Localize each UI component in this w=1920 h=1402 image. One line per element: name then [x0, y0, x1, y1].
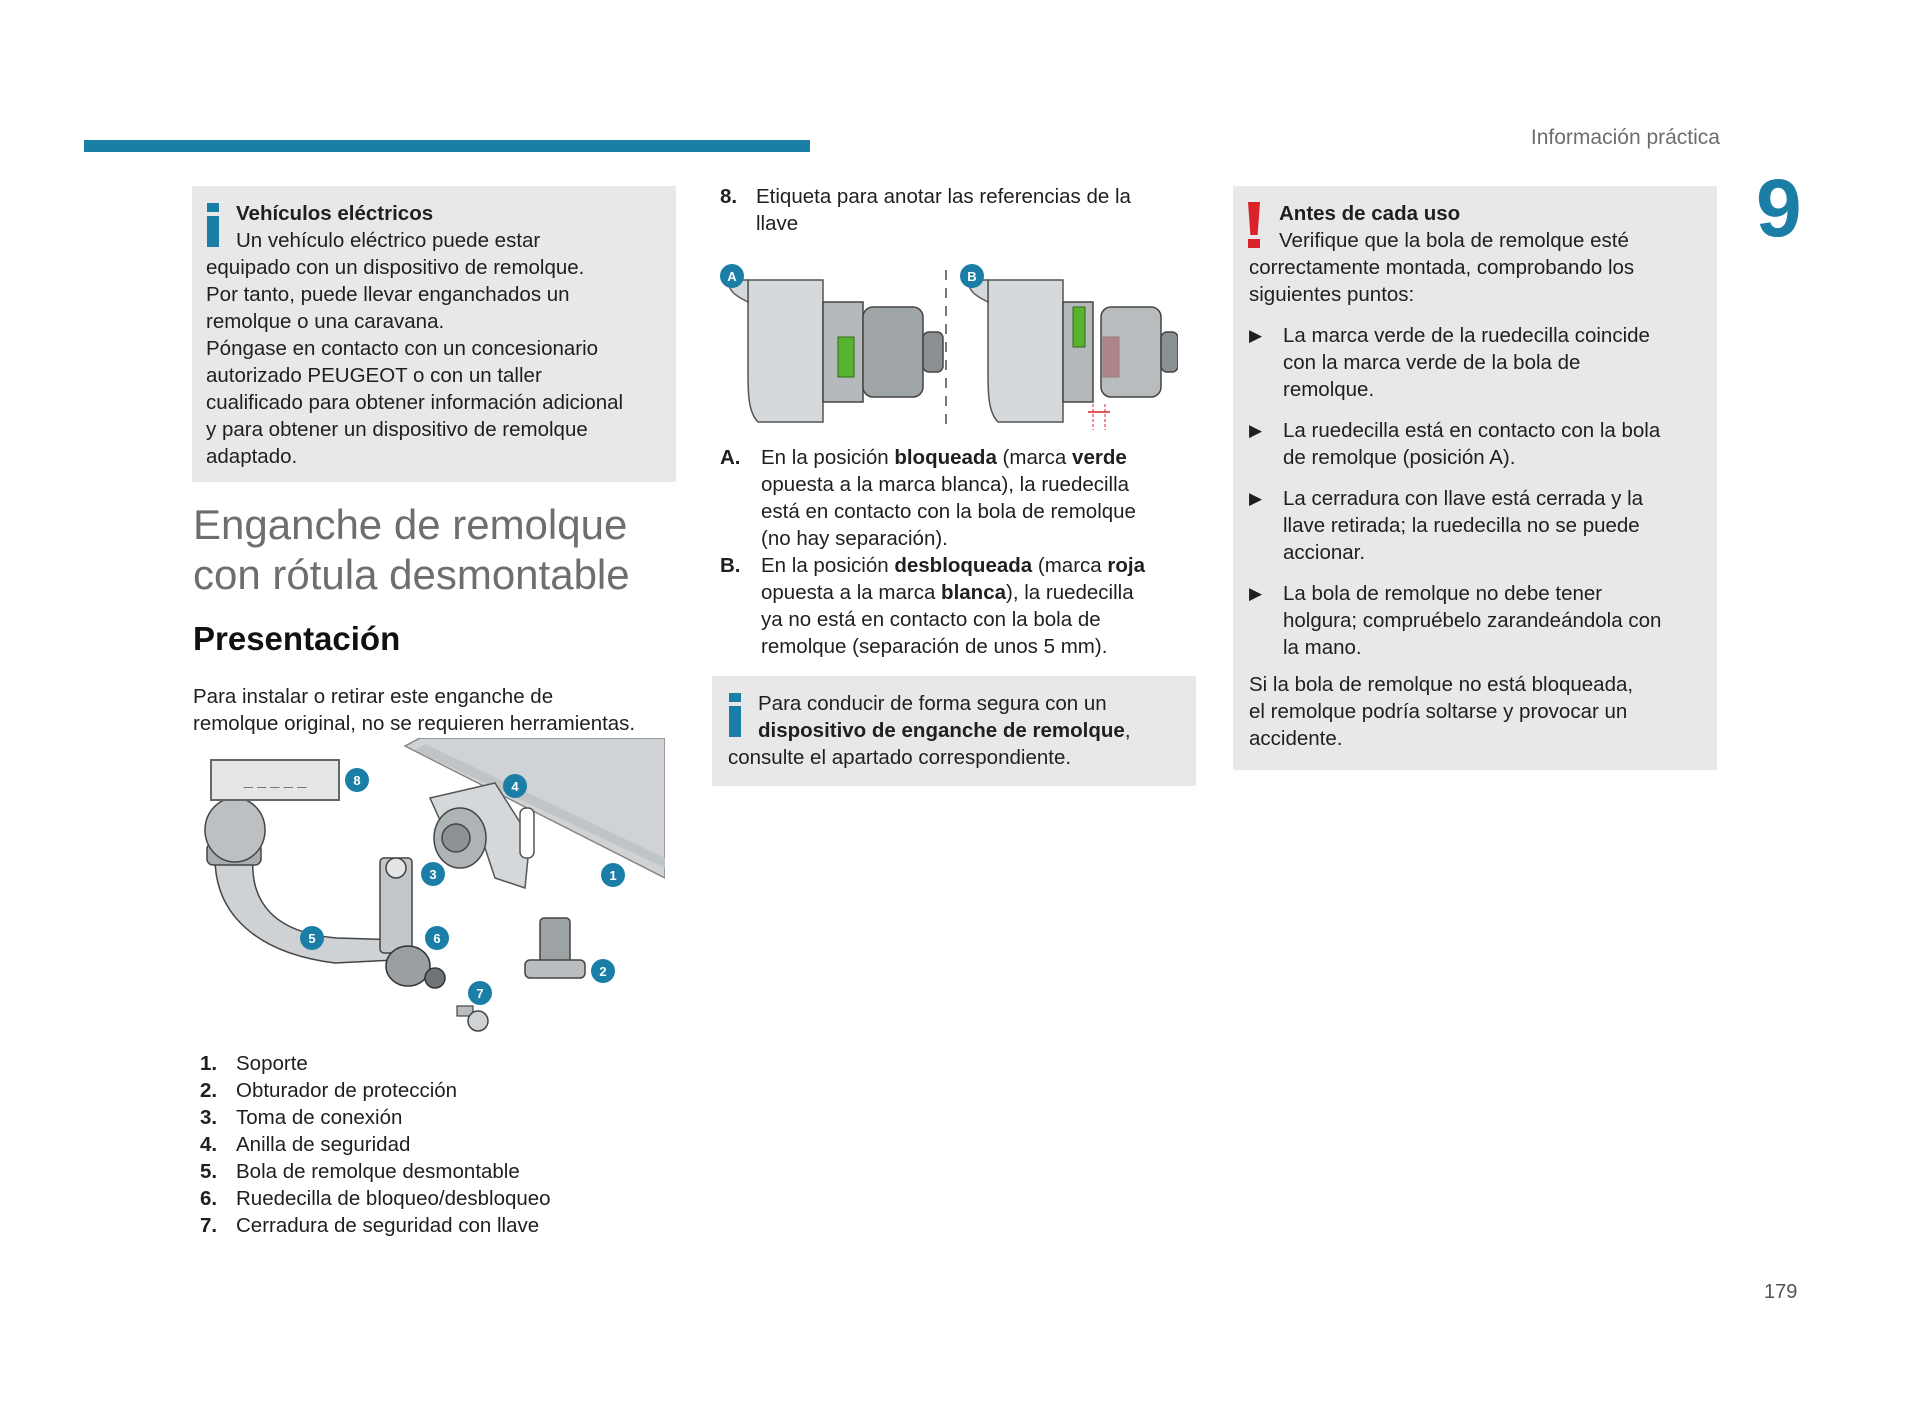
green-mark-b — [1073, 307, 1085, 347]
key-head — [468, 1011, 488, 1031]
legend-item: 6. Ruedecilla de bloqueo/desbloqueo — [200, 1187, 551, 1210]
section-heading: Presentación — [193, 620, 401, 657]
positions-illustration — [718, 262, 1178, 437]
badge-4 — [503, 774, 527, 798]
legend-item-8: 8. Etiqueta para anotar las referencias de la llave — [720, 185, 1131, 235]
legend-item: 2. Obturador de protección — [200, 1079, 458, 1102]
legend-item: 3. Toma de conexión — [200, 1106, 403, 1129]
locking-wheel — [386, 946, 430, 986]
badge-a — [720, 264, 744, 288]
svg-text:8: 8 — [353, 773, 361, 788]
electric-box-title: Vehículos eléctricos — [236, 202, 434, 225]
parts-legend — [200, 1050, 551, 1239]
support-slot — [520, 808, 534, 858]
tow-ball — [205, 798, 265, 862]
page-title-line: Enganche de remolque — [193, 501, 628, 548]
position-b: B. En la posición desbloqueada (marca roja opuesta a la marca blanca), la ruedecilla ya no está en contacto con la bola de remolque (separación de unos 5 mm). — [720, 554, 1145, 658]
info-icon — [206, 203, 220, 247]
triangle-bullet-icon: ▶ — [1249, 489, 1263, 508]
check-item: ▶ La cerradura con llave está cerrada y la llave retirada; la ruedecilla no se puede accionar. — [1249, 487, 1644, 564]
svg-text:1: 1 — [609, 868, 617, 883]
positions-list — [720, 444, 1190, 660]
electric-box-line: remolque o una caravana. — [206, 310, 445, 333]
badge-3 — [421, 862, 445, 886]
section-title: Información práctica — [1530, 126, 1720, 149]
key-lock-b — [1161, 332, 1178, 372]
triangle-bullet-icon: ▶ — [1249, 421, 1263, 440]
svg-text:6: 6 — [433, 931, 441, 946]
locking-wheel-b — [1101, 307, 1161, 397]
warning-icon — [1247, 202, 1261, 248]
electric-box-line: y para obtener un dispositivo de remolque — [206, 418, 588, 441]
header-accent-bar — [84, 140, 810, 152]
electric-box-line: cualificado para obtener información adicional — [206, 391, 624, 414]
svg-text:B: B — [967, 269, 977, 284]
badge-6 — [425, 926, 449, 950]
legend-item: 7. Cerradura de seguridad con llave — [200, 1214, 540, 1237]
badge-1 — [601, 863, 625, 887]
electric-box-line: autorizado PEUGEOT o con un taller — [206, 364, 542, 387]
position-a: A. En la posición bloqueada (marca verde opuesta a la marca blanca), la ruedecilla está en contacto con la bola de remolque (no hay separación). — [720, 446, 1136, 550]
key-lock-a — [923, 332, 943, 372]
page-number: 179 — [1764, 1281, 1798, 1303]
ball-post-b — [988, 280, 1063, 422]
warning-footer: Si la bola de remolque no está bloqueada, el remolque podría soltarse y provocar un accidente. — [1249, 673, 1634, 750]
towbar-illustration — [195, 738, 665, 1048]
ball-post-a — [748, 280, 823, 422]
warning-title: Antes de cada uso — [1279, 202, 1461, 225]
svg-text:3: 3 — [429, 867, 437, 882]
svg-text:7: 7 — [476, 986, 484, 1001]
svg-text:A: A — [727, 269, 737, 284]
intro-line: remolque original, no se requieren herramientas. — [193, 712, 636, 735]
intro-paragraph — [193, 683, 635, 737]
electric-box-line: adaptado. — [206, 445, 298, 468]
triangle-bullet-icon: ▶ — [1249, 326, 1263, 345]
badge-2 — [591, 959, 615, 983]
legend-item: 5. Bola de remolque desmontable — [200, 1160, 520, 1183]
badge-7 — [468, 981, 492, 1005]
before-use-warning-box: Antes de cada uso Verifique que la bola de remolque esté correctamente montada, comprobando los siguientes puntos: ▶ La marca verde de la ruedecilla coincide con la marca verde de la bola de remolque. ▶ La ruedecilla está en contacto con la bola de remolque (posición A). ▶ La cerradura con llave está cerrada y la llave retirada; la ruedecilla no se puede accionar. ▶ La bola de remolque no debe tener holgura; compruébelo zarandeándola con la mano. Si la bola de remolque no está bloqueada, el remolque podría soltarse y provocar un accidente. — [1233, 186, 1717, 770]
locking-wheel-a — [863, 307, 923, 397]
check-item: ▶ La ruedecilla está en contacto con la bola de remolque (posición A). — [1249, 419, 1661, 469]
electric-box-line: Por tanto, puede llevar enganchados un — [206, 283, 570, 306]
key-reference-label-text: _ _ _ _ _ — [243, 772, 307, 789]
protective-plug — [540, 918, 570, 963]
electric-vehicles-info-box — [192, 186, 676, 482]
ball-post-top — [386, 858, 406, 878]
badge-b — [960, 264, 984, 288]
svg-text:4: 4 — [511, 779, 519, 794]
chapter-number: 9 — [1756, 163, 1802, 254]
check-item: ▶ La bola de remolque no debe tener holgura; compruébelo zarandeándola con la mano. — [1249, 582, 1662, 659]
svg-text:2: 2 — [599, 964, 607, 979]
electric-box-line: equipado con un dispositivo de remolque. — [206, 256, 585, 279]
legend-item: 4. Anilla de seguridad — [200, 1133, 411, 1156]
electric-box-line: Un vehículo eléctrico puede estar — [236, 229, 541, 252]
safe-driving-info-box: Para conducir de forma segura con un dispositivo de enganche de remolque, consulte el apartado correspondiente. — [712, 676, 1196, 786]
badge-5 — [300, 926, 324, 950]
protective-plug-base — [525, 960, 585, 978]
check-item: ▶ La marca verde de la ruedecilla coincide con la marca verde de la bola de remolque. — [1249, 324, 1650, 401]
badge-8 — [345, 768, 369, 792]
socket-cap — [442, 824, 470, 852]
green-mark-a — [838, 337, 854, 377]
intro-line: Para instalar o retirar este enganche de — [193, 685, 554, 708]
info-icon — [728, 693, 742, 737]
page-title — [193, 500, 673, 600]
triangle-bullet-icon: ▶ — [1249, 584, 1263, 603]
legend-item: 1. Soporte — [200, 1052, 308, 1075]
electric-box-line: Póngase en contacto con un concesionario — [206, 337, 599, 360]
svg-text:5: 5 — [308, 931, 316, 946]
page-title-line: con rótula desmontable — [193, 551, 630, 598]
key-lock — [425, 968, 445, 988]
